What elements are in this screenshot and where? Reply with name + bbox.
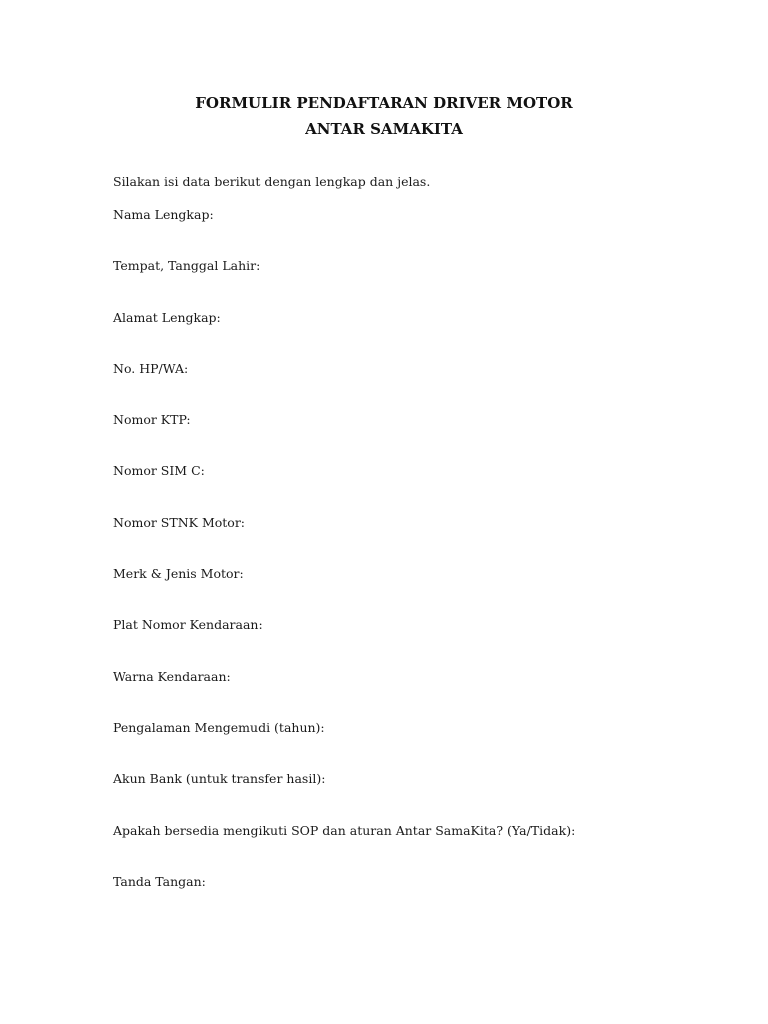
form-instructions: Silakan isi data berikut dengan lengkap dan jelas.: [113, 174, 431, 189]
field-label-tanda-tangan: Tanda Tangan:: [113, 873, 206, 889]
field-label-alamat-lengkap: Alamat Lengkap:: [113, 309, 221, 325]
field-label-nama-lengkap: Nama Lengkap:: [113, 207, 214, 222]
field-label-tempat-tanggal-lahir: Tempat, Tanggal Lahir:: [113, 258, 261, 274]
field-label-plat-nomor: Plat Nomor Kendaraan:: [113, 617, 263, 633]
form-title-line-1: FORMULIR PENDAFTARAN DRIVER MOTOR: [195, 94, 573, 112]
form-field-list: [113, 206, 713, 924]
field-label-nomor-stnk-motor: Nomor STNK Motor:: [113, 514, 246, 530]
field-label-nomor-ktp: Nomor KTP:: [113, 412, 191, 428]
field-label-warna-kendaraan: Warna Kendaraan:: [113, 668, 231, 684]
field-label-kesediaan-sop: Apakah bersedia mengikuti SOP dan aturan Antar SamaKita? (Ya/Tidak):: [113, 822, 576, 838]
form-title-line-2: ANTAR SAMAKITA: [305, 120, 463, 138]
field-label-merk-jenis-motor: Merk & Jenis Motor:: [113, 566, 244, 582]
field-label-no-hp-wa: No. HP/WA:: [113, 360, 189, 376]
field-label-pengalaman-mengemudi: Pengalaman Mengemudi (tahun):: [113, 719, 325, 735]
field-label-akun-bank: Akun Bank (untuk transfer hasil):: [113, 771, 326, 787]
field-label-nomor-sim-c: Nomor SIM C:: [113, 463, 205, 479]
